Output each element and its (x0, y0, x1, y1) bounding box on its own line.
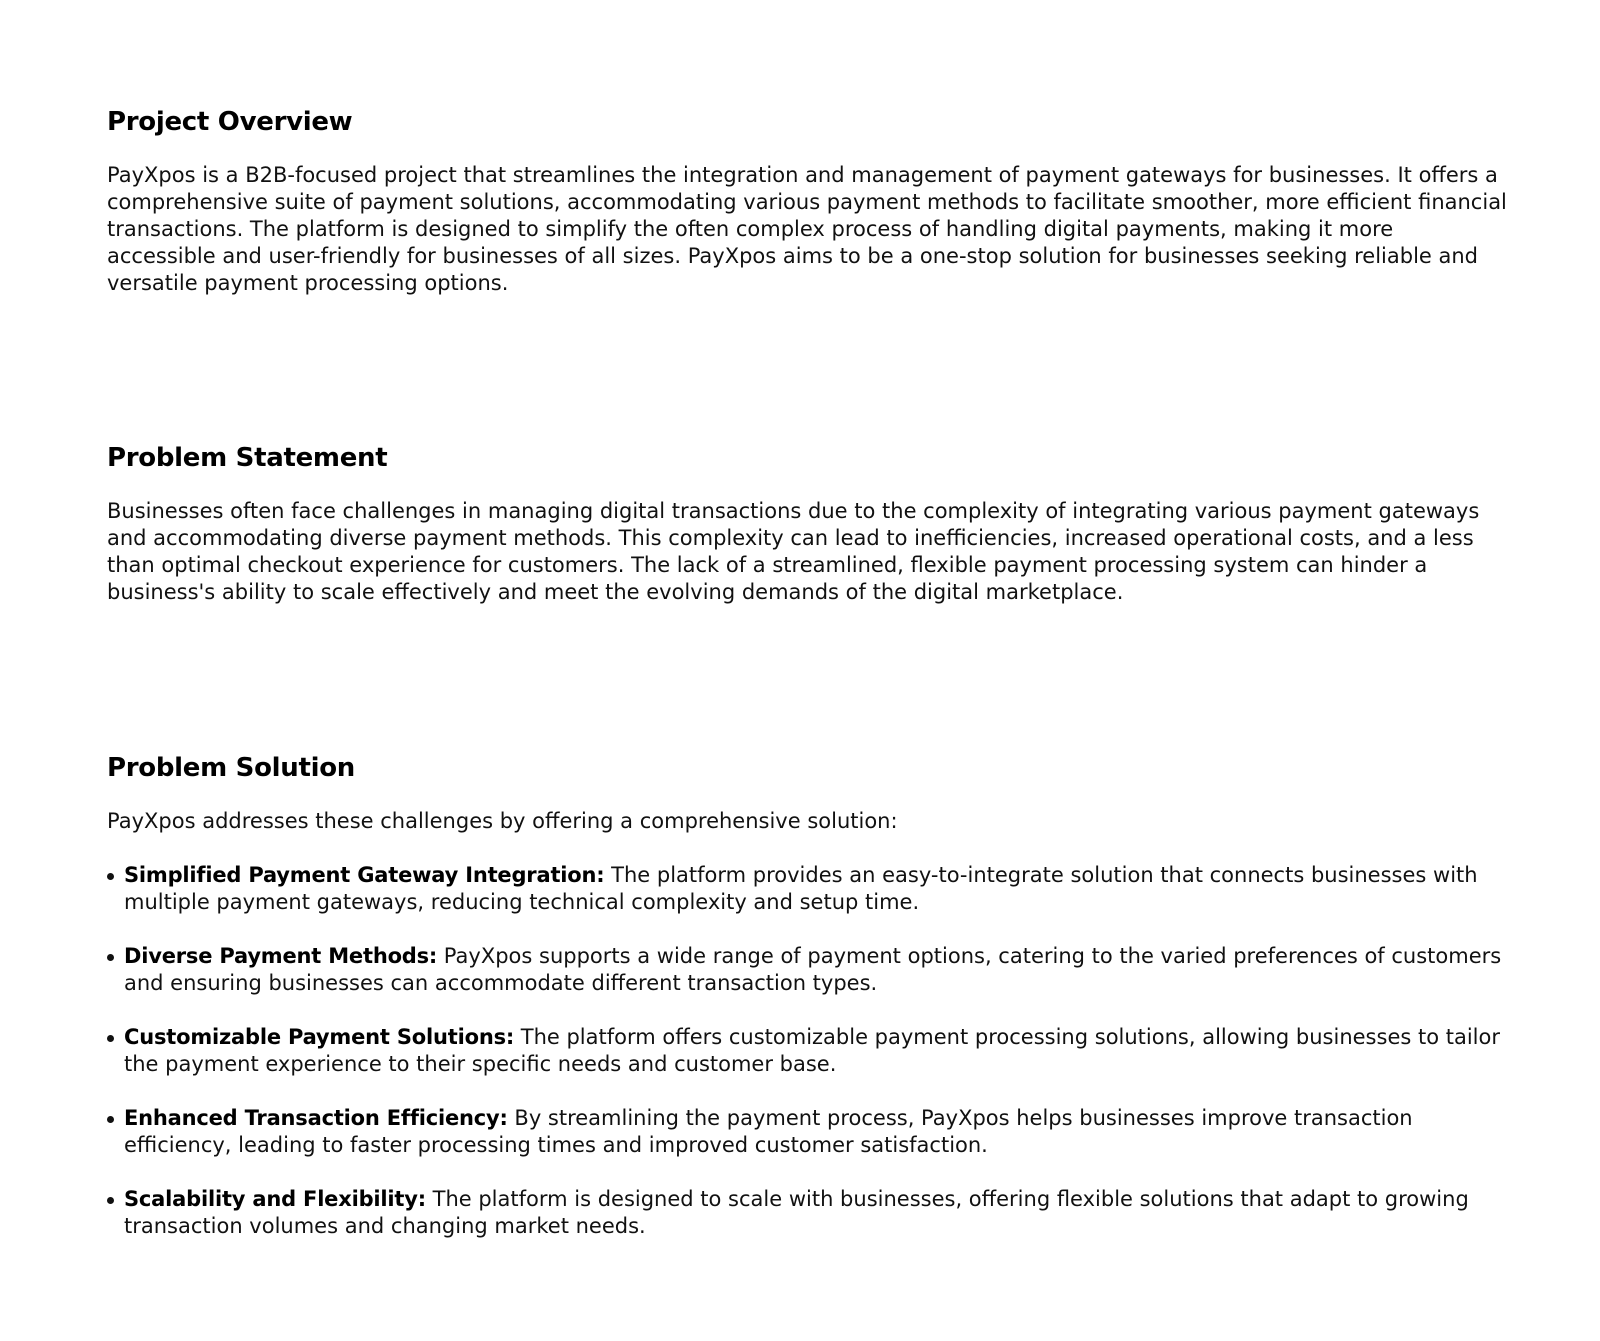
problem-statement-text: Businesses often face challenges in managing digital transactions due to the complexity of integrating various payment gateways and accommodating diverse payment methods. This complexity can lead to inefficiencies, increased operational costs, and a less than optimal checkout experience for customers. The lack of a streamlined, flexible payment processing system can hinder a business's ability to scale effectively and meet the evolving demands of the digital marketplace. (107, 499, 1480, 604)
list-item (107, 943, 1507, 997)
bullet-label: Simplified Payment Gateway Integration: (124, 863, 605, 887)
problem-statement-heading: Problem Statement (107, 443, 388, 473)
bullet-label: Customizable Payment Solutions: (124, 1025, 515, 1049)
project-overview-heading: Project Overview (107, 107, 353, 137)
bullet-text: The platform provides an easy-to-integrate solution that connects businesses with multiple payment gateways, reducing technical complexity and setup time. (124, 863, 1478, 914)
bullet-label: Diverse Payment Methods: (124, 944, 438, 968)
list-item (107, 1186, 1507, 1240)
list-item (107, 862, 1507, 916)
problem-solution-intro: PayXpos addresses these challenges by offering a comprehensive solution: (107, 809, 898, 833)
problem-statement-section (107, 440, 1507, 606)
problem-solution-section (107, 750, 1507, 1240)
project-overview-section (107, 104, 1507, 297)
bullet-label: Scalability and Flexibility: (124, 1187, 426, 1211)
bullet-text: The platform offers customizable payment processing solutions, allowing businesses to tailor the payment experience to their specific needs and customer base. (124, 1025, 1500, 1076)
bullet-text: The platform is designed to scale with businesses, offering flexible solutions that adapt to growing transaction volumes and changing market needs. (124, 1187, 1469, 1238)
list-item (107, 1105, 1507, 1159)
bullet-text: PayXpos supports a wide range of payment options, catering to the varied preferences of customers and ensuring businesses can accommodate different transaction types. (124, 944, 1502, 995)
solution-bullet-list (107, 862, 1507, 1240)
bullet-text: By streamlining the payment process, PayXpos helps businesses improve transaction efficiency, leading to faster processing times and improved customer satisfaction. (124, 1106, 1413, 1157)
bullet-label: Enhanced Transaction Efficiency: (124, 1106, 508, 1130)
list-item (107, 1024, 1507, 1078)
project-overview-text: PayXpos is a B2B-focused project that streamlines the integration and management of payment gateways for businesses. It offers a comprehensive suite of payment solutions, accommodating various payment methods to facilitate smoother, more efficient financial transactions. The platform is designed to simplify the often complex process of handling digital payments, making it more accessible and user-friendly for businesses of all sizes. PayXpos aims to be a one-stop solution for businesses seeking reliable and versatile payment processing options. (107, 163, 1507, 295)
problem-solution-heading: Problem Solution (107, 753, 355, 783)
